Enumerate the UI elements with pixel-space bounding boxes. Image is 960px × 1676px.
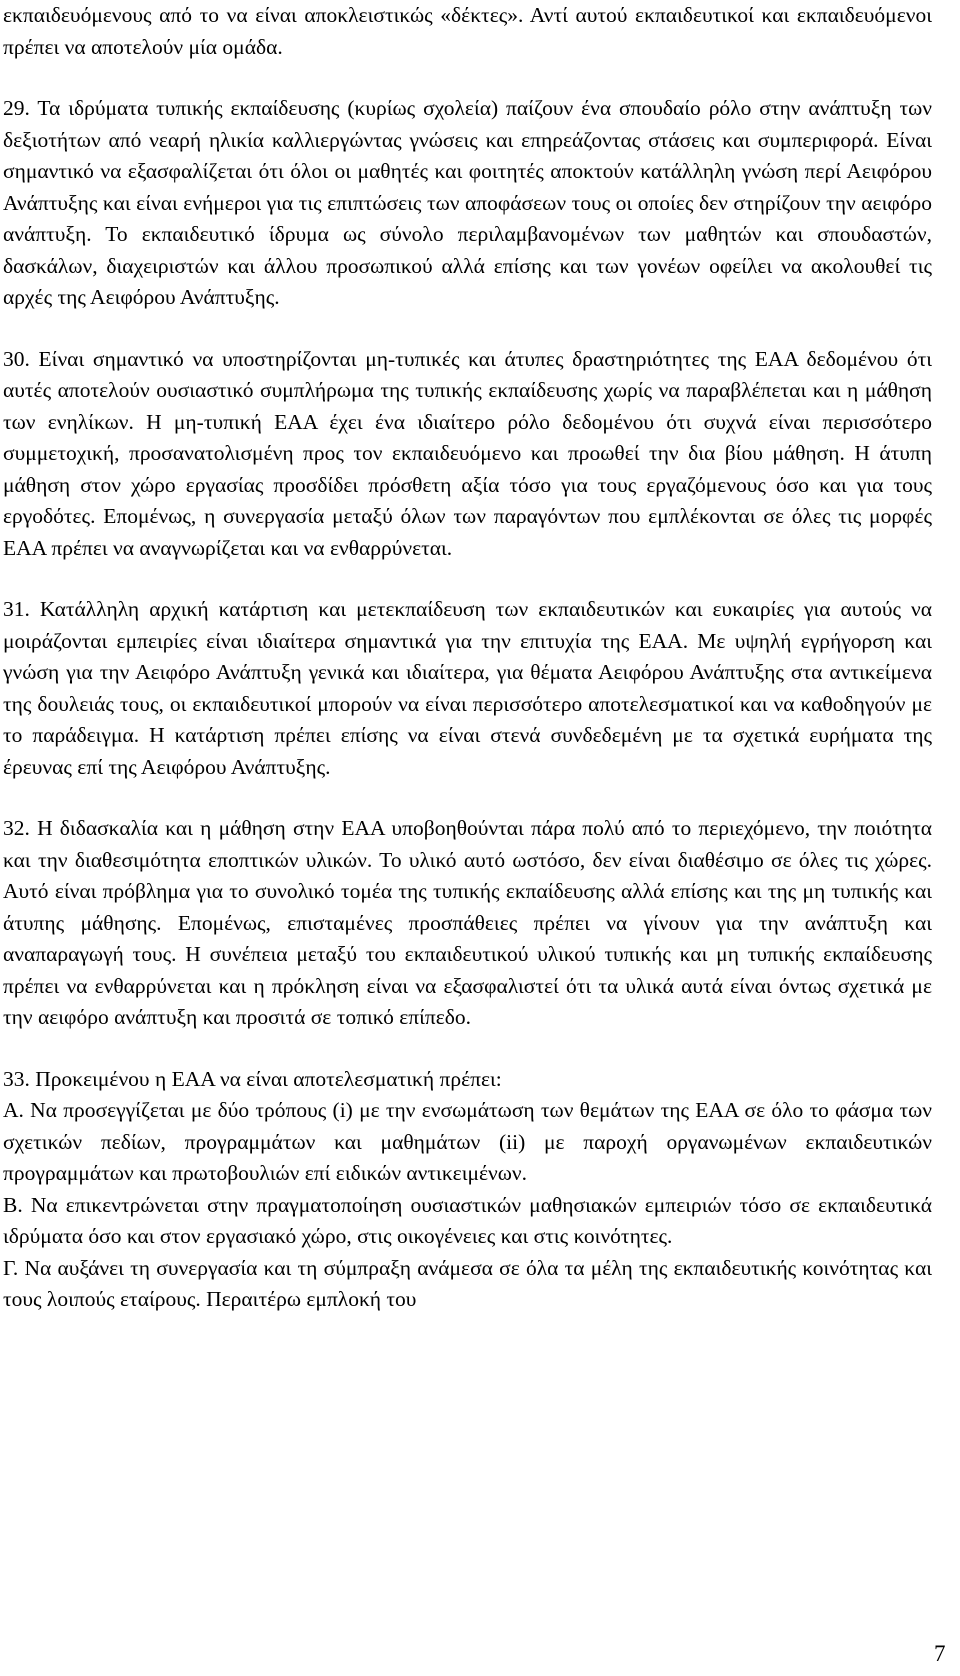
list-item-c: Γ. Να αυξάνει τη συνεργασία και τη σύμπραξη ανάμεσα σε όλα τα μέλη της εκπαιδευτικής κοινότητας και τους λοιπούς εταίρους. Περαιτέρω εμπλοκή του <box>3 1255 932 1311</box>
paragraph-31: 31. Κατάλληλη αρχική κατάρτιση και μετεκπαίδευση των εκπαιδευτικών και ευκαιρίες για αυτούς να μοιράζονται εμπειρίες είναι ιδιαίτερα σημαντικά για την επιτυχία της ΕΑΑ. Με υψηλή εγρήγορση και γνώση για την Αειφόρο Ανάπτυξη γενικά και ιδιαίτερα, για θέματα Αειφόρου Ανάπτυξης στα αντικείμενα της δουλειάς τους, οι εκπαιδευτικοί μπορούν να είναι περισσότερο αποτελεσματικοί και να καθοδηγούν με το παράδειγμα. Η κατάρτιση πρέπει επίσης να είναι στενά συνδεδεμένη με τα σχετικά ευρήματα της έρευνας επί της Αειφόρου Ανάπτυξης. <box>3 597 932 779</box>
paragraph-29: 29. Τα ιδρύματα τυπικής εκπαίδευσης (κυρίως σχολεία) παίζουν ένα σπουδαίο ρόλο στην ανάπτυξη των δεξιοτήτων από νεαρή ηλικία καλλιεργώντας γνώσεις και επηρεάζοντας στάσεις και συμπεριφορά. Είναι σημαντικό να εξασφαλίζεται ότι όλοι οι μαθητές και φοιτητές αποκτούν κατάλληλη γνώση περί Αειφόρου Ανάπτυξης και είναι ενήμεροι για τις επιπτώσεις των αποφάσεων τους οι οποίες δεν στηρίζουν την αειφόρο ανάπτυξη. Το εκπαιδευτικό ίδρυμα ως σύνολο περιλαμβανομένων των μαθητών και σπουδαστών, δασκάλων, διαχειριστών και άλλου προσωπικού αλλά επίσης και των γονέων οφείλει να ακολουθεί τις αρχές της Αειφόρου Ανάπτυξης. <box>3 96 932 309</box>
paragraph-intro: εκπαιδευόμενους από το να είναι αποκλειστικώς «δέκτες». Αντί αυτού εκπαιδευτικοί και εκπαιδευόμενοι πρέπει να αποτελούν μία ομάδα. <box>3 3 932 59</box>
section-33 <box>3 1064 932 1316</box>
document-body <box>3 0 932 1316</box>
paragraph-32: 32. Η διδασκαλία και η μάθηση στην ΕΑΑ υποβοηθούνται πάρα πολύ από το περιεχόμενο, την ποιότητα και την διαθεσιμότητα εποπτικών υλικών. Το υλικό αυτό ωστόσο, δεν είναι διαθέσιμο σε όλες τις χώρες. Αυτό είναι πρόβλημα για το συνολικό τομέα της τυπικής εκπαίδευσης αλλά επίσης και της μη τυπικής και άτυπης μάθησης. Επομένως, επισταμένες προσπάθειες πρέπει να γίνουν για την ανάπτυξη και αναπαραγωγή τους. Η συνέπεια μεταξύ του εκπαιδευτικού υλικού τυπικής και μη τυπικής εκπαίδευσης πρέπει να ενθαρρύνεται και η πρόκληση είναι να εξασφαλιστεί ότι τα υλικά αυτά είναι όντως σχετικά με την αειφόρο ανάπτυξη και προσιτά σε τοπικό επίπεδο. <box>3 816 932 1029</box>
paragraph-30: 30. Είναι σημαντικό να υποστηρίζονται μη-τυπικές και άτυπες δραστηριότητες της ΕΑΑ δεδομένου ότι αυτές αποτελούν ουσιαστικό συμπλήρωμα της τυπικής εκπαίδευσης χωρίς να παραβλέπεται και η μάθηση των ενηλίκων. Η μη-τυπική ΕΑΑ έχει ένα ιδιαίτερο ρόλο δεδομένου ότι συχνά είναι περισσότερο συμμετοχική, προσανατολισμένη προς τον εκπαιδευόμενο και προωθεί την δια βίου μάθηση. Η άτυπη μάθηση στον χώρο εργασίας προσδίδει πρόσθετη αξία τόσο για τους εργαζόμενους όσο και για τους εργοδότες. Επομένως, η συνεργασία μεταξύ όλων των παραγόντων που εμπλέκονται σε όλες τις μορφές ΕΑΑ πρέπει να αναγνωρίζεται και να ενθαρρύνεται. <box>3 346 932 560</box>
section-33-heading: 33. Προκειμένου η ΕΑΑ να είναι αποτελεσματική πρέπει: <box>3 1066 502 1091</box>
list-item-b: Β. Να επικεντρώνεται στην πραγματοποίηση ουσιαστικών μαθησιακών εμπειριών τόσο σε εκπαιδευτικά ιδρύματα όσο και στον εργασιακό χώρο, στις οικογένειες και στις κοινότητες. <box>3 1192 932 1248</box>
page-number: 7 <box>934 1641 946 1666</box>
list-item-a: Α. Να προσεγγίζεται με δύο τρόπους (i) με την ενσωμάτωση των θεμάτων της ΕΑΑ σε όλο το φάσμα των σχετικών πεδίων, προγραμμάτων και μαθημάτων (ii) με παροχή οργανωμένων εκπαιδευτικών προγραμμάτων και πρωτοβουλιών επί ειδικών αντικειμένων. <box>3 1098 932 1185</box>
